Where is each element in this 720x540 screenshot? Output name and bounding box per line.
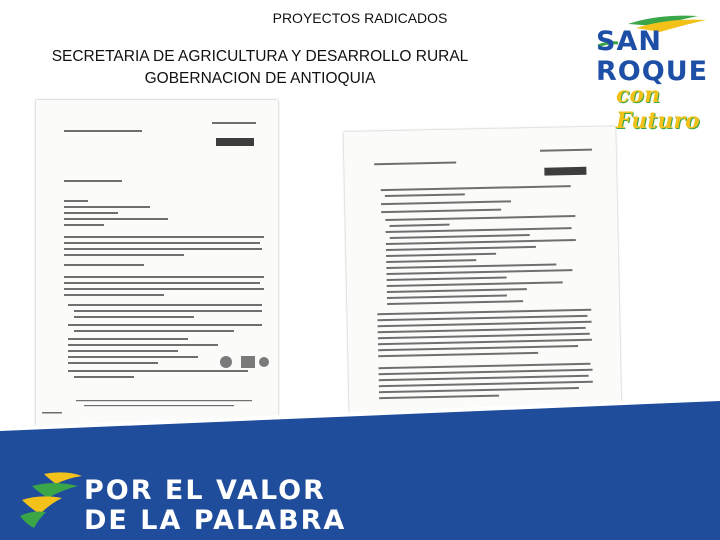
footer-slogan-line-1: POR EL VALOR xyxy=(84,475,326,506)
subtitle-line-2: GOBERNACION DE ANTIOQUIA xyxy=(144,70,376,87)
footer-slogan-line-2: DE LA PALABRA xyxy=(84,505,347,536)
subtitle-line-1: SECRETARIA DE AGRICULTURA Y DESARROLLO RURAL xyxy=(51,48,469,65)
footer-emblem-icon xyxy=(18,470,84,530)
document-scan-1 xyxy=(36,100,278,426)
document-1-text xyxy=(36,100,278,426)
logo-tagline: con Futuro xyxy=(616,82,700,134)
san-roque-logo xyxy=(588,12,716,134)
logo-text-san: SAN xyxy=(596,26,662,57)
logo-text-roque: ROQUE xyxy=(596,56,709,87)
page-title: PROYECTOS RADICADOS xyxy=(272,10,448,26)
